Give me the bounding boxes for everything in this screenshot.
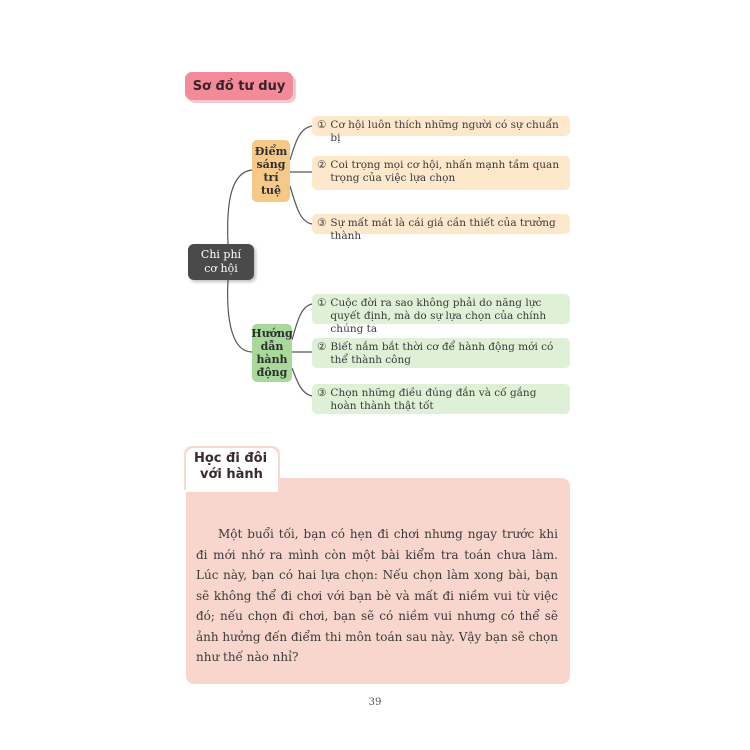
page-number: 39 (368, 697, 382, 708)
connector-branch-a-leaf-1 (290, 126, 312, 160)
mindmap-title: Sơ đồ tư duy (185, 72, 293, 100)
leaf-item (312, 384, 570, 414)
branch-label: Hướng dẫn hành động (251, 327, 293, 379)
leaf-item (312, 214, 570, 242)
leaf-text: Sự mất mát là cái giá cần thiết của trưởng thành (330, 217, 556, 242)
leaf-text: Coi trọng mọi cơ hội, nhấn mạnh tầm quan trọng của việc lựa chọn (330, 159, 560, 184)
connector-center-branch-a (228, 170, 252, 244)
leaf-number: ① (317, 297, 327, 309)
branch-label: Điểm sáng trí tuệ (254, 145, 288, 197)
section-body: Một buổi tối, bạn có hẹn đi chơi nhưng ngay trước khi đi mới nhớ ra mình còn một bài kiểm tra toán chưa làm. Lúc này, bạn có hai lựa chọn: Nếu chọn làm xong bài, bạn sẽ không thể đi chơi với bạn bè và mất đi niềm vui từ việc đó; nếu chọn đi chơi, bạn sẽ có niềm vui nhưng có thể sẽ ảnh hưởng đến điểm thi môn toán sau này. Vậy bạn sẽ chọn như thế nào nhỉ? (196, 527, 558, 664)
leaf-item (312, 116, 570, 144)
branch-node-diem-sang-tri-tue (252, 140, 290, 202)
leaf-number: ② (317, 159, 327, 171)
leaf-number: ① (317, 119, 327, 131)
leaf-text: Chọn những điều đúng đắn và cố gắng hoàn thành thật tốt (330, 387, 537, 412)
leaf-number: ② (317, 341, 327, 353)
leaf-text: Cơ hội luôn thích những người có sự chuẩn bị (330, 119, 559, 144)
leaf-number: ③ (317, 387, 327, 399)
leaf-item (312, 294, 570, 335)
leaf-number: ③ (317, 217, 327, 229)
section-heading-line-2: với hành (200, 467, 263, 482)
connector-branch-b-leaf-3 (292, 368, 312, 396)
leaf-text: Biết nắm bắt thời cơ để hành động mới có thể thành công (330, 341, 554, 366)
section-heading-line-1: Học đi đôi (194, 451, 268, 466)
section-heading (186, 448, 278, 492)
center-node-label: Chi phí cơ hội (200, 248, 242, 275)
leaf-item (312, 338, 570, 368)
connector-branch-a-leaf-3 (290, 186, 312, 224)
connector-center-branch-b (228, 280, 252, 352)
leaf-item (312, 156, 570, 190)
branch-node-huong-dan-hanh-dong (252, 324, 292, 382)
connector-branch-b-leaf-1 (292, 304, 312, 340)
center-node (188, 244, 254, 280)
leaf-text: Cuộc đời ra sao không phải do năng lực quyết định, mà do sự lựa chọn của chính chúng ta (330, 297, 547, 335)
